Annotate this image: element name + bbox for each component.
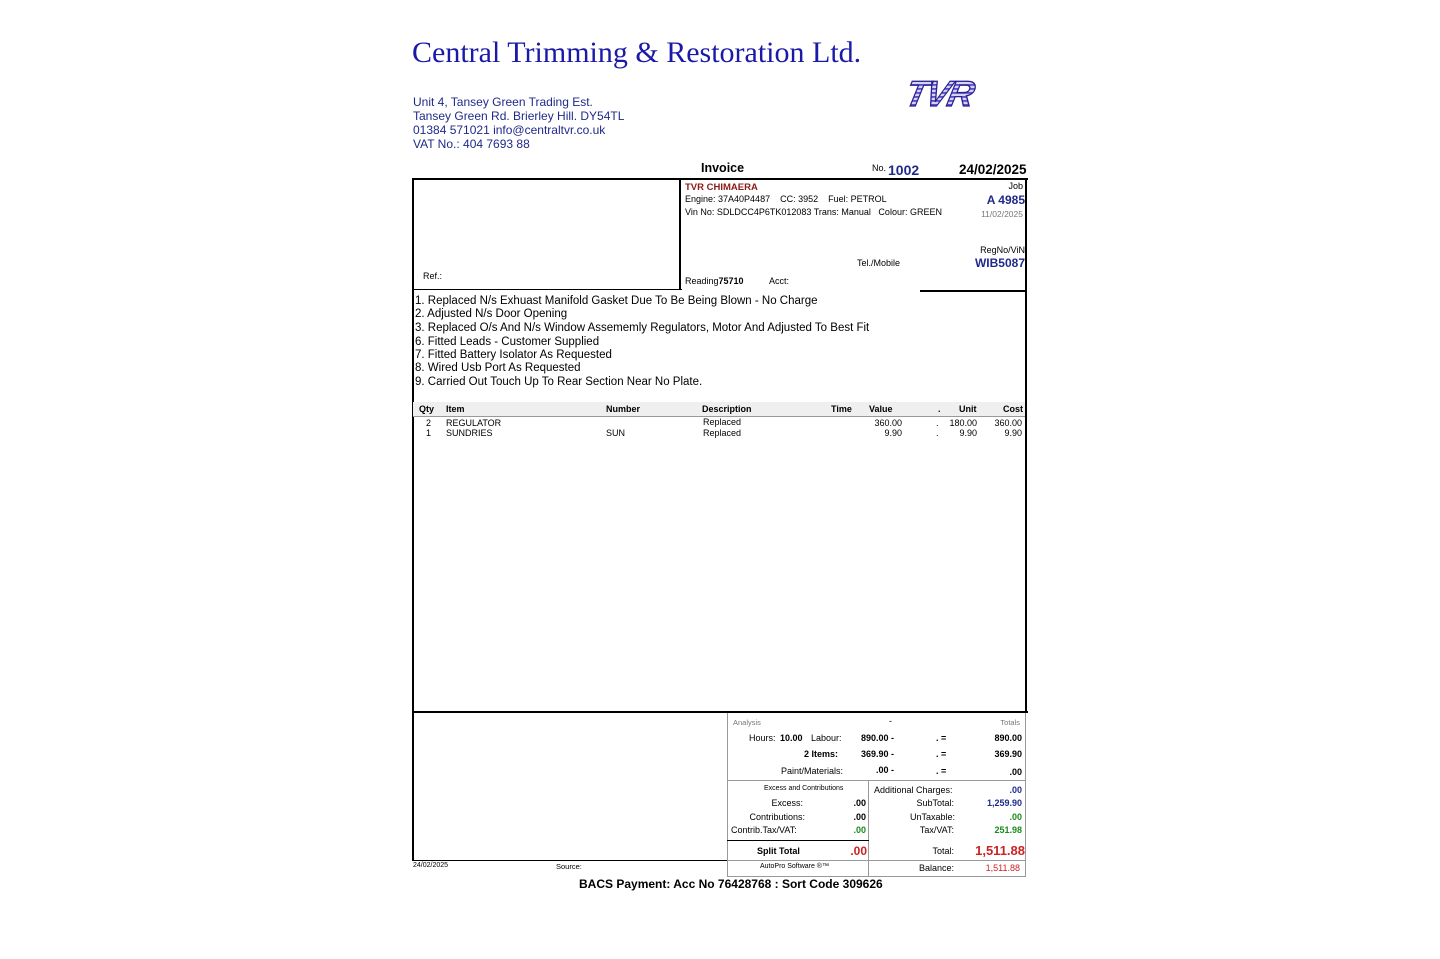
- paint-value: .00 -: [875, 765, 894, 775]
- bacs-payment-info: BACS Payment: Acc No 76428768 : Sort Code 309626: [579, 877, 883, 891]
- acct-label: Acct:: [769, 276, 790, 286]
- paint-eq: . =: [936, 766, 947, 776]
- total-label: Total:: [932, 846, 954, 856]
- col-number: Number: [606, 404, 641, 414]
- labour-label: Labour:: [811, 733, 842, 743]
- source-label: Source:: [556, 862, 582, 871]
- items-value: 369.90 -: [860, 749, 894, 759]
- row-item: REGULATOR: [446, 418, 502, 428]
- company-contact: 01384 571021 info@centraltvr.co.uk: [413, 123, 606, 137]
- contrib-tax-label: Contrib.Tax/VAT:: [731, 825, 797, 835]
- labour-value: 890.00 -: [860, 733, 894, 743]
- row-value: 360.00: [874, 418, 902, 428]
- row-item: SUNDRIES: [446, 428, 493, 438]
- work-line: 6. Fitted Leads - Customer Supplied: [415, 336, 600, 348]
- invoice-no-label: No.: [872, 163, 887, 173]
- vehicle-vin: Vin No: SDLDCC4P6TK012083 Trans: Manual Colour: GREEN: [685, 207, 942, 217]
- subtotal-label: SubTotal:: [916, 798, 954, 808]
- balance-value: 1,511.88: [985, 863, 1020, 873]
- work-line: 2. Adjusted N/s Door Opening: [415, 308, 568, 320]
- analysis-label: Analysis: [733, 718, 761, 727]
- invoice-date: 24/02/2025: [959, 162, 1027, 177]
- items-eq: . =: [936, 749, 947, 759]
- footer-date: 24/02/2025: [413, 862, 449, 869]
- company-vat: VAT No.: 404 7693 88: [413, 137, 530, 151]
- reading-value: 75710: [718, 276, 744, 286]
- row-unit: 180.00: [949, 418, 977, 428]
- reg-number: WIB5087: [974, 256, 1025, 270]
- col-item: Item: [446, 404, 465, 414]
- contrib-tax-value: .00: [853, 825, 866, 835]
- software-label: AutoPro Software ®™: [760, 863, 829, 870]
- hours-value: 10.00: [780, 733, 803, 743]
- total-value: 1,511.88: [975, 843, 1025, 858]
- row-description: Replaced: [703, 417, 742, 427]
- row-value: 9.90: [884, 428, 902, 438]
- work-line: 3. Replaced O/s And N/s Window Assememly Regulators, Motor And Adjusted To Best Fit: [415, 322, 870, 334]
- col-unit: Unit: [959, 404, 977, 414]
- untaxable-label: UnTaxable:: [909, 812, 955, 822]
- job-label: Job: [1008, 181, 1023, 191]
- ref-label: Ref.:: [423, 271, 443, 281]
- labour-eq: . =: [936, 733, 947, 743]
- col-description: Description: [702, 404, 752, 414]
- row-qty: 1: [426, 428, 432, 438]
- row-cost: 360.00: [994, 418, 1022, 428]
- balance-label: Balance:: [918, 863, 954, 873]
- excess-value: .00: [853, 798, 866, 808]
- additional-charges-value: .00: [1009, 785, 1022, 795]
- excess-label: Excess:: [771, 798, 803, 808]
- items-total: 369.90: [994, 749, 1022, 759]
- row-unit: 9.90: [959, 428, 977, 438]
- hours-label: Hours:: [749, 733, 776, 743]
- additional-charges-label: Additional Charges:: [874, 785, 953, 795]
- row-qty: 2: [426, 418, 432, 428]
- work-line: 7. Fitted Battery Isolator As Requested: [415, 349, 612, 361]
- split-total-label: Split Total: [757, 846, 800, 856]
- untaxable-value: .00: [1009, 812, 1022, 822]
- row-description: Replaced: [703, 428, 742, 438]
- col-dot: .: [938, 404, 941, 414]
- labour-total: 890.00: [994, 733, 1022, 743]
- excess-heading: Excess and Contributions: [764, 785, 844, 792]
- tvr-logo: [892, 76, 982, 110]
- vehicle-model: TVR CHIMAERA: [685, 182, 758, 193]
- col-value: Value: [869, 404, 893, 414]
- work-line: 1. Replaced N/s Exhuast Manifold Gasket Due To Be Being Blown - No Charge: [415, 295, 818, 307]
- row-cost: 9.90: [1004, 428, 1022, 438]
- reading-label: [685, 276, 744, 286]
- paint-total: .00: [1009, 767, 1022, 777]
- tel-label: Tel./Mobile: [857, 258, 901, 268]
- invoice-title: Invoice: [701, 161, 745, 175]
- paint-label: Paint/Materials:: [781, 766, 844, 776]
- contrib-label: Contributions:: [749, 812, 805, 822]
- job-date: 11/02/2025: [981, 209, 1023, 219]
- subtotal-value: 1,259.90: [986, 798, 1022, 808]
- row-dot: .: [936, 428, 939, 438]
- vehicle-engine: Engine: 37A40P4487 CC: 3952 Fuel: PETROL: [685, 194, 887, 204]
- tax-label: Tax/VAT:: [919, 825, 954, 835]
- reg-label: RegNo/ViN: [980, 245, 1025, 255]
- col-qty: Qty: [419, 404, 435, 414]
- split-total-value: .00: [850, 844, 867, 858]
- row-number: SUN: [606, 428, 626, 438]
- work-line: 8. Wired Usb Port As Requested: [415, 362, 581, 374]
- col-time: Time: [831, 404, 852, 414]
- analysis-dash: -: [889, 716, 892, 726]
- reading-label-text: Reading: [685, 276, 719, 286]
- totals-label: Totals: [1000, 718, 1020, 727]
- col-cost: Cost: [1003, 404, 1023, 414]
- tax-value: 251.98: [994, 825, 1022, 835]
- company-name: Central Trimming & Restoration Ltd.: [412, 36, 862, 69]
- contrib-value: .00: [853, 812, 866, 822]
- row-dot: .: [936, 418, 939, 428]
- company-address-line-1: Unit 4, Tansey Green Trading Est.: [413, 95, 593, 109]
- items-label: 2 Items:: [804, 749, 839, 759]
- invoice-number: 1002: [888, 162, 920, 178]
- work-line: 9. Carried Out Touch Up To Rear Section Near No Plate.: [415, 376, 703, 388]
- company-address-line-2: Tansey Green Rd. Brierley Hill. DY54TL: [413, 109, 625, 123]
- svg-text:TVR: TVR: [901, 76, 977, 110]
- job-number: A 4985: [986, 193, 1025, 207]
